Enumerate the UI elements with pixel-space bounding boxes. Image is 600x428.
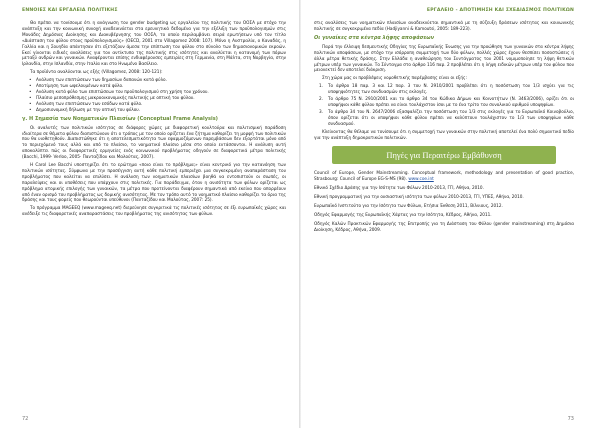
right-paragraph-2: Παρά την έλλειψη δεσμευτικής Οδηγίας της Ευρωπαϊκής Ένωσης για την προώθηση των γυναικών στα κέντρα λήψης πολιτικών αποφάσεων, με στόχο την ισόρροπη συμμετοχή των δύο φύλων, πολλές χώρες έχουν θεσπίσει ποσοστώσεις ή άλλα μέτρα θετικής δράσης. Στην Ελλάδα η αναθεώρηση του Συντάγματος του 2001 νομιμοποίησε τη λήψη θετικών μέτρων υπέρ των γυναικών. Το Σύνταγμα στο άρθρο 116 παρ. 2 προβλέπει ότι η λήψη ειδικών μέτρων υπέρ του φύλου που μειονεκτεί δεν αποτελεί διάκριση. xyxy=(314,43,574,73)
list-item: 1. Το άρθρο 18 παρ. 3 και 12 παρ. 3 του Ν. 2910/2001 προβλέπει ότι η ποσόστωση του 1/3 ισχύει για τις υποψηφιότητες των συνδυασμών στις εκλογές. xyxy=(319,83,574,95)
left-paragraph-4: Η Carol Lee Bacchi υποστηρίζει ότι το ερώτημα «ποιο είναι το πρόβλημα;» είναι κεντρικό για την κατανόηση των πολιτικών ισότητας. Σύμφωνα με την προσέγγιση αυτή κάθε πολιτική εμπεριέχει μια συγκεκριμένη αναπαράσταση του προβλήματος που καλείται να επιλύσει. Η ανάλυση των νοηματικών πλαισίων βοηθά να εντοπιστούν οι σιωπές, οι παραλείψεις και οι υποθέσεις που υπάρχουν στις πολιτικές. Για παράδειγμα, όταν η ανισότητα των φύλων ορίζεται ως πρόβλημα ατομικής επιλογής των γυναικών, τα μέτρα που προτείνονται διαφέρουν σημαντικά από εκείνα που απορρέουν από έναν ορισμό του προβλήματος ως δομικής ανισότητας. Με τον τρόπο αυτό το νοηματικό πλαίσιο καθορίζει τα όρια της δράσης και τους φορείς που θεωρούνται υπεύθυνοι (Πανταζίδου και Μαλούτας, 2007: 25). xyxy=(22,162,286,203)
reference-item: Οδηγός Εφαρμογής της Ευρωπαϊκής Χάρτας για την Ισότητα, Κέδρος, Αθήνα, 2011. xyxy=(314,211,492,217)
list-item: • Ανάλυση κατά φύλο των επιπτώσεων του προϋπολογισμού στη χρήση του χρόνου. xyxy=(36,89,286,95)
list-item: 3. Το άρθρο 34 του Ν. 2647/2006 εξασφαλίζει την ποσόστωση του 1/3 στις εκλογές για το Ευρωπαϊκό Κοινοβούλιο, όπου ορίζεται ότι οι υποψήφιοι κάθε φύλου πρέπει να καλύπτουν τουλάχιστον το 1/3 των υποψηφίων κάθε συνδυασμού. xyxy=(319,108,574,126)
list-item: • Δημοσιονομική δήλωση με την οπτική του φύλου. xyxy=(36,107,286,113)
left-bullet-list xyxy=(22,77,286,112)
reference-link[interactable]: www.coe.int xyxy=(408,176,434,182)
list-item: • Ανάλυση των επιπτώσεων των δημοσίων δαπανών κατά φύλο. xyxy=(36,77,286,83)
left-section-heading: γ. Η Σημασία των Νοηματικών Πλαισίων (Conceptual Frame Analysis) xyxy=(22,115,218,122)
list-item: • Ανάλυση των επιπτώσεων των εσόδων κατά φύλο. xyxy=(36,101,286,107)
right-paragraph-3: Στη χώρα μας οι προβλέψεις νομοθετικής παρέμβασης είναι οι εξής: xyxy=(322,75,467,81)
left-paragraph-1: Θα πρέπει να τονίσουμε ότι η ανάγνωση του gender budgeting ως εργαλείου της πολιτικής του ΟΟΣΑ με στόχο την ανάπτυξη και την κοινωνική συνοχή αναδεικνύεται στα ερευνητικά δεδομένα για την εξέλιξη των προϋπολογισμών στις Μονάδες Δημόσιας Διοίκησης και Διακυβέρνησης του ΟΟΣΑ, το οποίο περιλαμβάνει σειρά ερωτήσεων υπό τον τίτλο «Διάσταση του φύλου στους προϋπολογισμούς» (OECD, 2001 στο Villagomez 2008: 107). Μόνο η Αυστραλία, ο Καναδάς, η Γαλλία και η Σουηδία απάντησαν ότι εξετάζουν άμεσα την επίπτωση του φύλου στο σύνολο των δημοσιονομικών εκροών. Εκεί γίνονται ειδικές αναλύσεις για τον αντίκτυπο της πολιτικής στις ισότητες και αναλύεται η κατανομή των πόρων μεταξύ ανδρών και γυναικών. Αναφέρονται επίσης ενδιαφέρουσες εμπειρίες στη Γερμανία, στη Μάλτα, στη Νορβηγία, στην Ιρλανδία, στην Ισλανδία, στην Ιταλία και στο Ηνωμένο Βασίλειο. xyxy=(22,20,286,67)
reference-item: Ευρωπαϊκό Ινστιτούτο για την Ισότητα των Φύλων, Ετήσια Έκθεση 2011, Βίλνιους, 2012. xyxy=(314,203,503,209)
right-running-head: ΕΡΓΑΛΕΙΟ - ΑΠΟΤΙΜΗΣΗ ΚΑΙ ΣΧΕΔΙΑΣΜΟΣ ΠΟΛΙΤΙΚΩΝ xyxy=(426,8,574,13)
reference-item: Οδηγός Καλών Πρακτικών Εφαρμογής της Επιτροπής για τη Διάσταση του Φύλου (gender mainstreaming) στη Δημόσια Διοίκηση, Κέδρος, Αθήνα, 2009. xyxy=(314,220,574,232)
reference-item: Εθνικό Σχέδιο Δράσης για την Ισότητα των Φύλων 2010-2013, ΓΓΙ, Αθήνα, 2010. xyxy=(314,185,484,191)
right-paragraph-1: στις αναλύσεις των νοηματικών πλαισίων αναδεικνύεται σημαντικά με τη σύζευξη δράσεων ισότητας και κοινωνικής πολιτικής σε συγκεκριμένα πεδία (Hadjiyanni & Kamoutsi, 2005: 189-223). xyxy=(314,20,574,31)
list-item: 2. Το άρθρο 75 Ν. 2910/2001 και το άρθρο 34 του Κώδικα Δήμων και Κοινοτήτων (Ν. 3463/2006), ορίζει ότι οι υποψήφιοι κάθε φύλου πρέπει να είναι τουλάχιστον ίσοι με το ένα τρίτο του συνολικού αριθμού υποψηφίων. xyxy=(319,96,574,107)
right-page xyxy=(300,0,600,428)
reference-item: Council of Europe, Gender Mainstreaming. Conceptual framework, methodology and presentation of good practice, Strasbourg: Council of Europe EG-S-MS (98). www.coe.int xyxy=(314,170,574,182)
right-paragraph-4: Κλείνοντας θα θέλαμε να τονίσουμε ότι η συμμετοχή των γυναικών στην πολιτική αποτελεί ένα πολύ σημαντικό πεδίο για την ανάπτυξη δημοκρατικών πολιτικών. xyxy=(314,128,574,140)
reference-item: Εθνική προγραμματική για την ουσιαστική ισότητα των φύλων 2010-2013, ΓΓΙ, ΥΠΕΣ, Αθήνα, 2010. xyxy=(314,194,524,200)
right-numbered-list xyxy=(314,83,574,126)
left-paragraph-3: Οι αναλυτές των πολιτικών ισότητας σε διάφορες χώρες με διαφορετική κουλτούρα και πολιτισμική παράδοση ιδιαίτερα σε θέματα φύλου διαπιστώνουν ότι ο τρόπος με τον οποίο ορίζεται ένα ζήτημα καθορίζει τη μορφή των πολιτικών που θα υιοθετηθούν. Διαπιστώθηκε ότι η αποτελεσματικότητα των εφαρμοζόμενων παρεμβάσεων δεν εξαρτάται μόνο από το περιεχόμενό τους αλλά και από το πλαίσιο, το νοηματικό πλαίσιο μέσα στο οποίο εντάσσονται. Η ανάλυση αυτή αποκαλύπτει πώς οι διαφορετικές ερμηνείες ενός κοινωνικού προβλήματος οδηγούν σε διαφορετικά μέτρα πολιτικής (Bacchi, 1999· Verloo, 2005· Πανταζίδου και Μαλούτας, 2007). xyxy=(22,124,286,160)
left-paragraph-2: Τα προϊόντα αναλύονται ως εξής (Villagomez, 2008: 120-121): xyxy=(30,69,163,75)
left-page-number: 72 xyxy=(22,416,29,422)
list-item: • Αποτίμηση των ωφελουμένων κατά φύλο. xyxy=(36,83,286,89)
left-paragraph-5: Το πρόγραμμα MAGEEQ (www.mageeq.net) διερεύνησε συγκριτικά τις πολιτικές ισότητας σε έξι ευρωπαϊκές χώρες και ανέδειξε τις διαφορετικές αναπαραστάσεις του προβλήματος της ανισότητας των φύλων. xyxy=(22,205,286,217)
right-section-heading: Οι γυναίκες στα κέντρα λήψης αποφάσεων xyxy=(314,34,435,41)
left-running-head: ΕΝΝΟΙΕΣ ΚΑΙ ΕΡΓΑΛΕΙΑ ΠΟΛΙΤΙΚΗΣ xyxy=(22,8,118,13)
right-page-number: 73 xyxy=(567,416,574,422)
list-item: • Πλαίσιο μεσοπρόθεσμης μακροοικονομικής πολιτικής με οπτική του φύλου. xyxy=(36,95,286,101)
sources-banner: Πηγές για Περαιτέρω Εμβάθυνση xyxy=(332,146,556,164)
